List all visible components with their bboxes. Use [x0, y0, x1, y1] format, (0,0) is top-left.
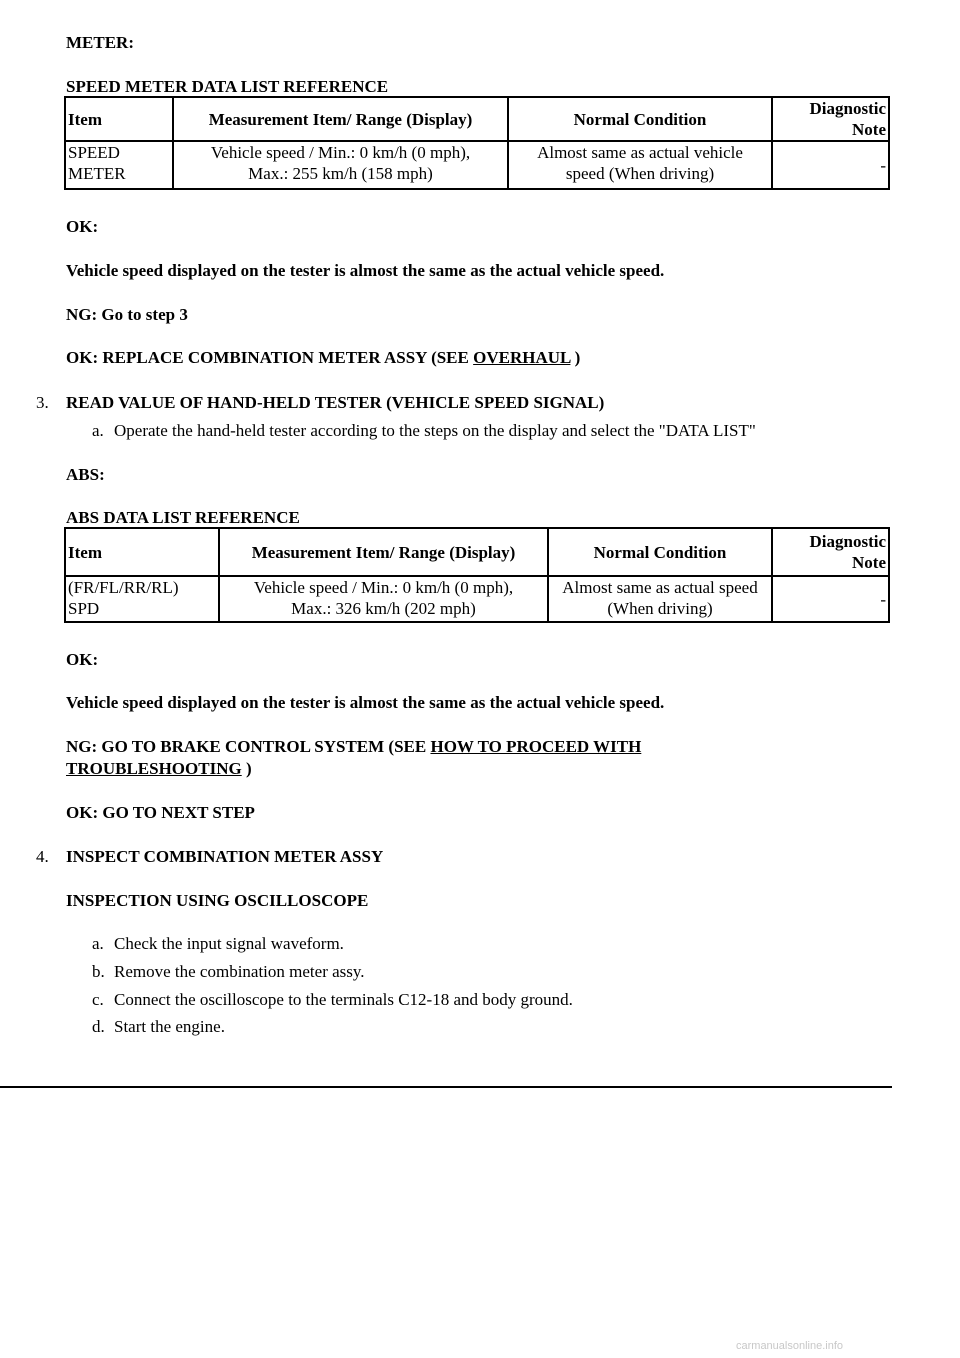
table-header-row	[65, 528, 889, 576]
speed-meter-data-table	[64, 96, 890, 190]
cell-measure-line1: Vehicle speed / Min.: 0 km/h (0 mph),	[210, 143, 471, 162]
ok-label-1: OK:	[66, 217, 99, 236]
page-divider	[0, 1086, 892, 1088]
header-measurement: Measurement Item/ Range (Display)	[173, 97, 508, 141]
ok-description-1: Vehicle speed displayed on the tester is almost the same as the actual vehicle speed.	[66, 261, 665, 280]
ok-action-2: OK: GO TO NEXT STEP	[66, 803, 255, 822]
step-4d-marker: d.	[92, 1017, 105, 1036]
ng-instruction-2-suffix: )	[245, 759, 252, 778]
table-row	[65, 576, 889, 622]
ng-instruction-2-prefix: NG: GO TO BRAKE CONTROL SYSTEM (SEE	[66, 737, 427, 756]
cell-normal-condition	[548, 576, 772, 622]
meter-heading: METER:	[66, 33, 134, 52]
header-measurement: Measurement Item/ Range (Display)	[219, 528, 548, 576]
cell-item-line1: (FR/FL/RR/RL)	[68, 578, 179, 597]
step-4c-marker: c.	[92, 990, 104, 1009]
how-to-proceed-link[interactable]: HOW TO PROCEED WITH	[430, 737, 642, 756]
cell-measurement	[173, 141, 508, 189]
overhaul-link[interactable]: OVERHAUL	[473, 348, 571, 367]
cell-note: -	[772, 141, 889, 189]
ok-action-1-suffix: )	[574, 348, 581, 367]
ok-action-1-prefix: OK: REPLACE COMBINATION METER ASSY (SEE	[66, 348, 469, 367]
cell-normal-line1: Almost same as actual vehicle	[537, 143, 743, 162]
header-diagnostic-note	[772, 97, 889, 141]
cell-item-line2: METER	[68, 164, 126, 183]
step-4-number: 4.	[36, 847, 49, 866]
troubleshooting-link[interactable]: TROUBLESHOOTING	[66, 759, 242, 778]
abs-heading: ABS:	[66, 465, 105, 484]
header-item: Item	[65, 97, 173, 141]
ng-instruction-2-line2	[66, 759, 252, 779]
cell-normal-condition	[508, 141, 772, 189]
cell-normal-line2: speed (When driving)	[565, 164, 715, 183]
watermark-footer: carmanualsonline.info	[736, 1340, 844, 1352]
header-normal-condition: Normal Condition	[548, 528, 772, 576]
cell-item	[65, 576, 219, 622]
step-4b-marker: b.	[92, 962, 105, 981]
cell-item-line1: SPEED	[68, 143, 120, 162]
cell-item	[65, 141, 173, 189]
header-note: Note	[852, 120, 886, 139]
ok-action-1	[66, 348, 580, 368]
header-item: Item	[65, 528, 219, 576]
step-3a-marker: a.	[92, 421, 104, 440]
step-4-subtitle: INSPECTION USING OSCILLOSCOPE	[66, 891, 369, 910]
abs-data-table	[64, 527, 890, 623]
header-diagnostic: Diagnostic	[809, 532, 886, 551]
speed-table-title: SPEED METER DATA LIST REFERENCE	[66, 77, 389, 96]
header-diagnostic: Diagnostic	[809, 99, 886, 118]
ok-description-2: Vehicle speed displayed on the tester is almost the same as the actual vehicle speed.	[66, 693, 665, 712]
cell-note: -	[772, 576, 889, 622]
cell-measure-line2: Max.: 255 km/h (158 mph)	[248, 164, 433, 183]
step-4a-text: Check the input signal waveform.	[114, 934, 344, 953]
cell-measure-line1: Vehicle speed / Min.: 0 km/h (0 mph),	[253, 578, 514, 597]
ng-instruction-2	[66, 737, 641, 757]
table-row	[65, 141, 889, 189]
cell-item-line2: SPD	[68, 599, 100, 618]
step-3a-text: Operate the hand-held tester according to the steps on the display and select the "DATA LIST"	[114, 421, 756, 440]
header-note: Note	[852, 553, 886, 572]
header-diagnostic-note	[772, 528, 889, 576]
step-4c-text: Connect the oscilloscope to the terminals C12-18 and body ground.	[114, 990, 573, 1009]
ok-label-2: OK:	[66, 650, 99, 669]
step-4b-text: Remove the combination meter assy.	[114, 962, 365, 981]
cell-normal-line2: (When driving)	[607, 599, 713, 618]
cell-measure-line2: Max.: 326 km/h (202 mph)	[291, 599, 476, 618]
table-header-row	[65, 97, 889, 141]
step-4-title: INSPECT COMBINATION METER ASSY	[66, 847, 384, 866]
step-3-number: 3.	[36, 393, 49, 412]
abs-table-title: ABS DATA LIST REFERENCE	[66, 508, 300, 527]
step-3-title: READ VALUE OF HAND-HELD TESTER (VEHICLE SPEED SIGNAL)	[66, 393, 605, 412]
step-4a-marker: a.	[92, 934, 104, 953]
ng-instruction-1: NG: Go to step 3	[66, 305, 188, 324]
step-4d-text: Start the engine.	[114, 1017, 225, 1036]
cell-measurement	[219, 576, 548, 622]
cell-normal-line1: Almost same as actual speed	[562, 578, 758, 597]
header-normal-condition: Normal Condition	[508, 97, 772, 141]
